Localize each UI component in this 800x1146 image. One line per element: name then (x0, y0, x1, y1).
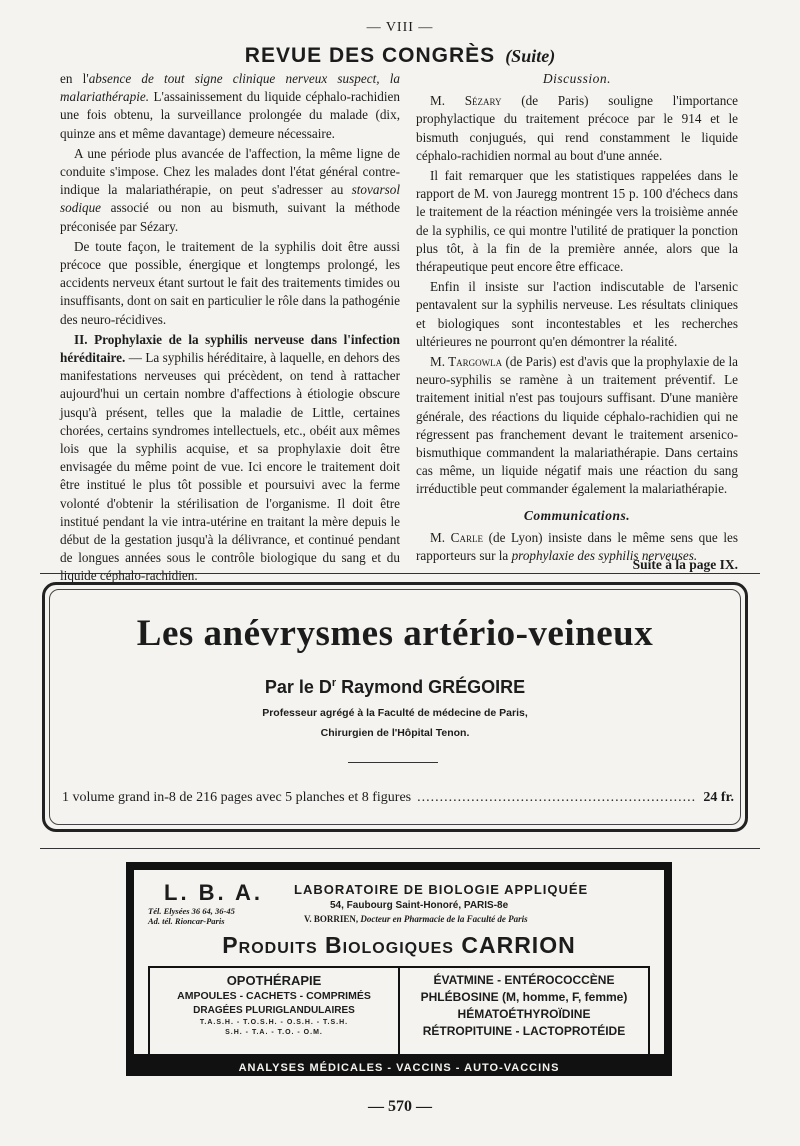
text-italic: stovarsol sodique (60, 182, 400, 216)
lab-advert (126, 862, 672, 1076)
page-number: — 570 — (368, 1098, 432, 1115)
text: Docteur en Pharmacie de la Faculté de Paris (358, 914, 528, 924)
product-line: HÉMATOÉTHYROÏDINE (457, 1007, 591, 1021)
subheading: II. Prophylaxie de la syphilis nerveuse dans l'infection héréditaire. (60, 331, 400, 366)
lab-advert-panel (132, 868, 666, 1056)
product-line: DRAGÉES PLURIGLANDULAIRES (193, 1005, 355, 1016)
product-line: OPOTHÉRAPIE (226, 973, 322, 988)
speaker-name: M. Targowla (430, 354, 503, 370)
page-roman-number: — VIII — (366, 20, 434, 35)
product-line: S.H. - T.A. - T.O. - O.M. (225, 1029, 323, 1036)
lab-contact (148, 906, 235, 926)
text: associé ou non au bismuth, suivant la méthode préconisée par Sézary. (60, 200, 400, 234)
text-italic: absence de tout signe clinique nerveux suspect, la malariathérapie. (60, 71, 400, 105)
paragraph (60, 145, 400, 236)
continued-reference: Suite à la page IX. (632, 557, 738, 572)
section-title-suite: (Suite) (505, 46, 556, 66)
lab-director (304, 914, 528, 924)
book-title: Les anévrysmes artério-veineux (136, 613, 654, 654)
left-column (60, 70, 400, 588)
book-author (42, 677, 748, 698)
phone: Tél. Elysées 36 64, 36-45 (148, 906, 235, 916)
volume-info: 1 volume grand in-8 de 216 pages avec 5 planches et 8 figures (62, 790, 412, 805)
text: A une période plus avancée de l'affection, la même ligne de conduite s'impose. Chez les malades dont l'état général contre-indique la malariathérapie, on peut s'adresser au (60, 145, 400, 198)
divider (348, 762, 438, 763)
right-column (416, 70, 738, 567)
text: (de Paris) est d'avis que la prophylaxie de la neuro-syphilis se ramène à un traitement préventif. Le traitement initial n'est pas toujours suffisant. D'une manière générale, des réactions du liquide céphalo-rachidien qui ne régressent pas franchement devant le traitement arsenico-bismuthique commandent la malariathérapie. Dans certains cas même, un liquide négatif mais une réaction du sang irréductible peut commander également la malariathérapie. (416, 354, 738, 497)
book-details (62, 790, 734, 806)
text-italic: prophylaxie des syphilis nerveuses. (511, 548, 698, 564)
text: en l' (60, 71, 89, 86)
lab-address: 54, Faubourg Saint-Honoré, PARIS-8e (330, 900, 509, 911)
product-line: PHLÉBOSINE (M, homme, F, femme) (420, 990, 628, 1004)
paragraph: Il fait remarquer que les statistiques rappelées dans le rapport de M. von Jauregg montrent 15 p. 100 d'échecs dans le traitement de la réaction méningée vers la troisième année de la syphilis, ce qui montre l'utilité de pratiquer la ponction plus tôt, à la fin de la première année, alors que la thérapeutique peut encore être efficace. (416, 168, 738, 275)
product-line: ÉVATMINE - ENTÉROCOCCÈNE (433, 973, 615, 987)
text: L'assainissement du liquide céphalo-rachidien une fois obtenu, la surveillance prolongée du malade (dix, quinze ans et même davantage) demeure nécessaire. (60, 89, 400, 141)
speaker-name: M. Carle (430, 529, 483, 545)
lab-name: LABORATOIRE DE BIOLOGIE APPLIQUÉE (294, 882, 589, 897)
products-headline: Produits Biologiques CARRION (222, 932, 576, 958)
divider (40, 573, 760, 574)
product-box-right (398, 968, 648, 1058)
text: (de Lyon) insiste dans le même sens que les rapporteurs sur la (416, 529, 738, 564)
section-title-main: REVUE DES CONGRÈS (244, 44, 496, 67)
telegraph-address: Ad. tél. Rioncar-Paris (148, 916, 225, 926)
lab-services-footer: ANALYSES MÉDICALES - VACCINS - AUTO-VACCINS (238, 1062, 560, 1074)
lab-initials: L. B. A. (164, 880, 263, 905)
section-title (0, 44, 800, 68)
product-line: RÉTROPITUINE - LACTOPROTÉIDE (422, 1024, 626, 1038)
paragraph: Enfin il insiste sur l'action indiscutable de l'arsenic pentavalent sur la syphilis nerveuse. Les résultats cliniques et biologiques sont incontestables et les recherches ultérieures ne pourront qu'en démontrer la réalité. (416, 279, 738, 349)
text: V. BORRIEN, (304, 914, 359, 924)
discussion-heading: Discussion. (542, 71, 612, 86)
paragraph: De toute façon, le traitement de la syphilis doit être aussi précoce que possible, énergique et longtemps prolongé, les accidents nerveux étant surtout le fait des traitements timides ou insuffisants, dont on sait en particulier le rôle dans la pathogénie des neuro-récidives. (60, 238, 400, 327)
paragraph (60, 331, 400, 586)
text: — La syphilis héréditaire, à laquelle, en dehors des manifestations nerveuses qui précèdent, on tend à rattacher aujourd'hui un certain nombre d'affections à étiologie obscure jusqu'à présent, telles que la maladie de Little, certaines chorées, certains syndromes intellectuels, etc., obéit aux mêmes lois que la syphilis acquise, et sa prophylaxie doit être envisagée du même point de vue. Ici encore le traitement doit être institué le plus tôt possible et poursuivi avec la ferme volonté d'obtenir la stérilisation de l'organisme. Il doit être institué pendant la vie intra-utérine en traitant la mère depuis le début de la gestation jusqu'à la délivrance, et continué pendant de longues années sous le contrôle biologique du sang et du liquide céphalo-rachidien. (60, 350, 400, 584)
author-affiliation: Professeur agrégé à la Faculté de médecine de Paris, (262, 707, 528, 719)
speaker-name: M. Sézary (430, 93, 502, 109)
text: Raymond GRÉGOIRE (336, 677, 526, 697)
product-box-left (150, 968, 398, 1058)
text: (de Paris) souligne l'importance prophylactique du traitement précoce par le 914 et le bismuth conjugués, qui rend constamment le liquide céphalo-rachidien normal au bout d'une année. (416, 93, 739, 163)
paragraph (60, 70, 400, 143)
product-boxes (148, 966, 650, 1060)
divider (40, 848, 760, 849)
paragraph (416, 353, 738, 499)
text: Par le D (264, 677, 332, 697)
leader-dots (417, 790, 697, 806)
communications-heading: Communications. (523, 507, 631, 523)
book-price: 24 fr. (703, 790, 734, 805)
product-line: T.A.S.H. - T.O.S.H. - O.S.H. - T.S.H. (199, 1019, 349, 1026)
paragraph (416, 92, 738, 165)
product-line: AMPOULES - CACHETS - COMPRIMÉS (177, 990, 371, 1002)
author-affiliation: Chirurgien de l'Hôpital Tenon. (320, 727, 470, 739)
text: r (331, 677, 337, 689)
